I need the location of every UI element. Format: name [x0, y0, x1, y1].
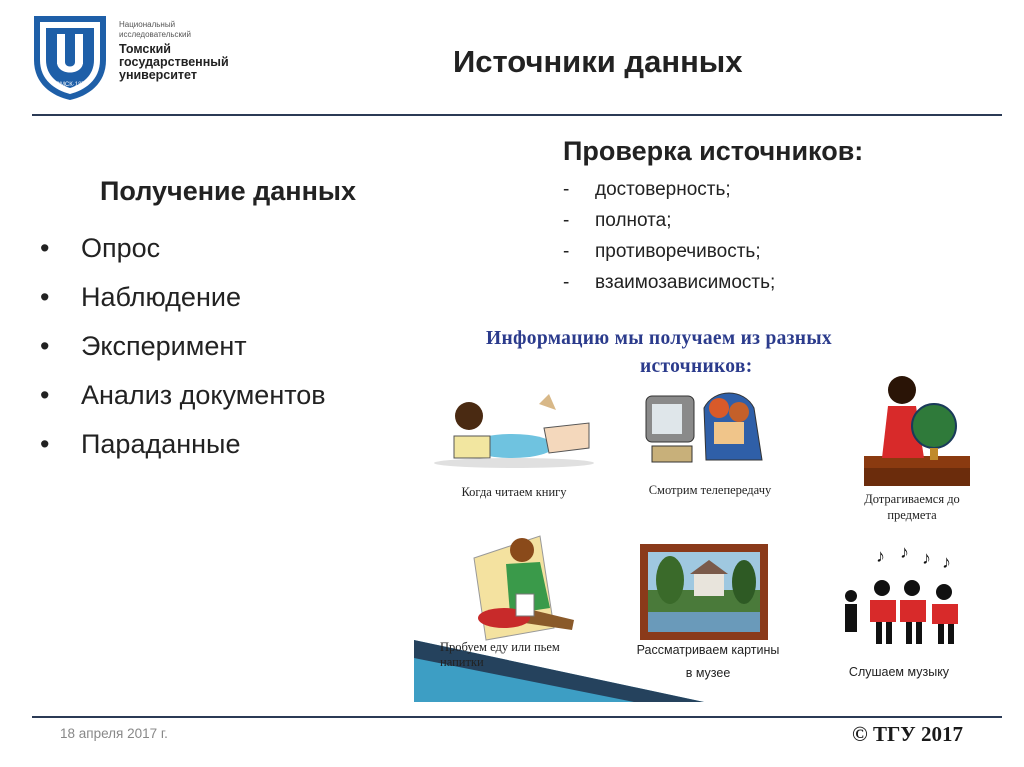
page-title: Источники данных: [453, 44, 743, 79]
university-name-line-3: университет: [119, 68, 197, 82]
bullet-icon: •: [40, 380, 50, 410]
dash-icon: -: [563, 210, 570, 231]
panel-title-line-1: Информацию мы получаем из разных: [486, 328, 832, 349]
list-item-label: взаимозависимость;: [595, 272, 776, 293]
list-item: [40, 371, 326, 420]
dash-icon: -: [563, 179, 570, 200]
list-item: [40, 224, 326, 273]
footer-divider: [32, 716, 1002, 718]
caption-book: Когда читаем книгу: [461, 485, 567, 499]
list-item-label: Параданные: [81, 429, 241, 459]
caption-pictures-line-1: Рассматриваем картины: [636, 643, 780, 657]
list-item-label: полнота;: [595, 210, 672, 231]
data-collection-list: [40, 224, 326, 469]
list-item: [563, 205, 775, 236]
list-item-label: Анализ документов: [81, 380, 326, 410]
caption-touch-line-1: Дотрагиваемся до: [864, 492, 960, 506]
list-item-label: Наблюдение: [81, 282, 241, 312]
caption-touch-line-2: предмета: [887, 508, 937, 522]
source-check-heading: Проверка источников:: [563, 136, 864, 166]
list-item-label: достоверность;: [595, 179, 731, 200]
university-small-text: Национальный исследовательский: [119, 20, 191, 39]
list-item-label: Опрос: [81, 233, 161, 263]
university-name-line-2: государственный: [119, 55, 229, 69]
university-logo: [30, 12, 110, 102]
tv-watching-illustration: [646, 393, 762, 462]
boy-eating-illustration: [474, 536, 574, 640]
music-note-icon: ♪: [942, 552, 951, 572]
music-note-icon: ♪: [900, 542, 909, 562]
list-item: [40, 322, 326, 371]
caption-music: Слушаем музыку: [848, 665, 950, 679]
list-item: [563, 236, 775, 267]
caption-food-line-1: Пробуем еду или пьем: [440, 640, 560, 654]
caption-food-line-2: напитки: [440, 655, 484, 669]
list-item-label: противоречивость;: [595, 241, 761, 262]
music-note-icon: ♪: [922, 548, 931, 568]
bullet-icon: •: [40, 282, 50, 312]
list-item: [563, 267, 775, 298]
university-name: [119, 20, 239, 82]
reading-girl-illustration: [434, 394, 594, 468]
bullet-icon: •: [40, 331, 50, 361]
university-name-line-1: Томский: [119, 42, 171, 56]
caption-pictures-line-2: в музее: [685, 666, 731, 680]
bullet-icon: •: [40, 429, 50, 459]
information-sources-picture: [414, 318, 984, 704]
data-collection-heading: Получение данных: [100, 176, 356, 206]
header-divider: [32, 114, 1002, 116]
panel-title-line-2: источников:: [640, 356, 753, 377]
framed-painting-illustration: [640, 544, 768, 640]
caption-tv: Смотрим телепередачу: [648, 483, 772, 497]
girl-with-globe-illustration: [864, 376, 970, 486]
dash-icon: -: [563, 272, 570, 293]
dash-icon: -: [563, 241, 570, 262]
list-item: [40, 273, 326, 322]
university-big-text: [119, 43, 239, 82]
music-note-icon: ♪: [876, 546, 885, 566]
list-item: [40, 420, 326, 469]
music-listeners-illustration: [845, 542, 958, 644]
list-item: [563, 174, 775, 205]
list-item-label: Эксперимент: [81, 331, 247, 361]
source-check-list: [563, 174, 775, 298]
copyright: © ТГУ 2017: [852, 722, 963, 746]
bullet-icon: •: [40, 233, 50, 263]
slide-date: 18 апреля 2017 г.: [60, 726, 168, 741]
svg-text:ТОМСК·1878: ТОМСК·1878: [51, 82, 89, 88]
